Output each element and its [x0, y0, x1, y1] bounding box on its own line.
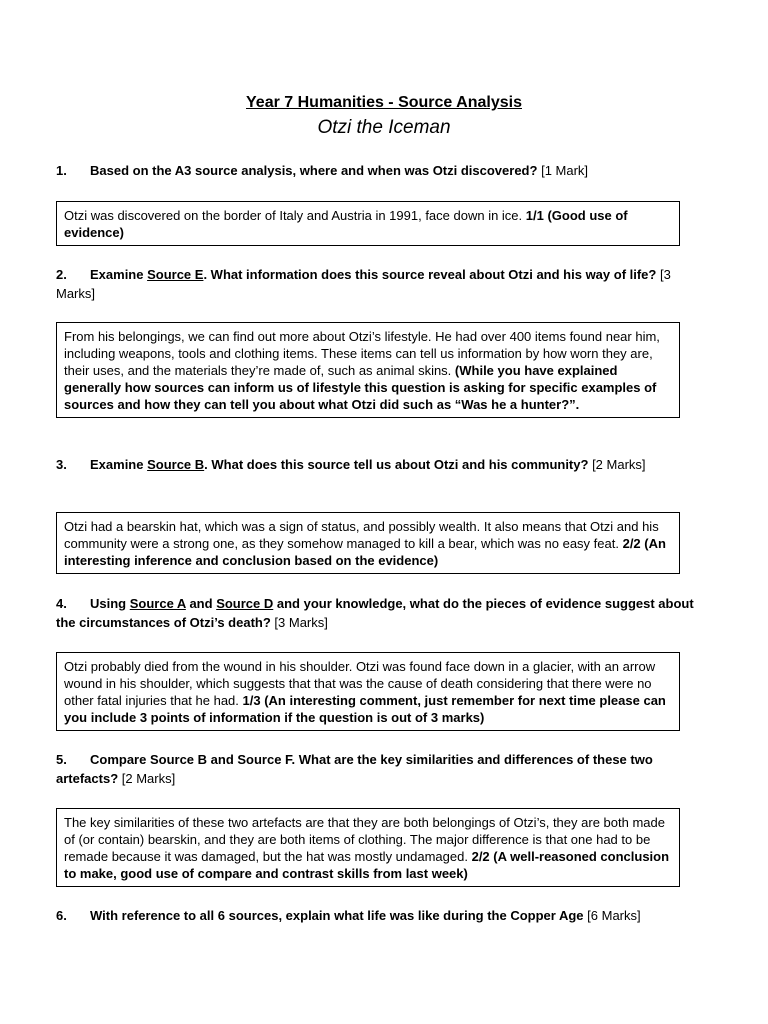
answer-text: Otzi probably died from the wound in his shoulder. Otzi was found face down in a glacier, with an arrow wound in his shoulder, which suggests that that was the cause of death considering that there were no other fatal injuries that he had.: [64, 659, 656, 708]
question-number: 4.: [56, 596, 67, 611]
teacher-feedback: 1/3 (An interesting comment, just remember for next time please can you include 3 points of information if the question is out of 3 marks): [64, 693, 666, 725]
answer-box-3: [56, 512, 680, 574]
page-title: Year 7 Humanities - Source Analysis: [246, 94, 522, 111]
source-reference: Source B: [147, 457, 205, 472]
answer-box-1: [56, 201, 680, 246]
question-3: [56, 455, 696, 474]
question-text: Based on the A3 source analysis, where and when was Otzi discovered?: [90, 163, 538, 178]
question-1: [56, 161, 696, 180]
answer-box-4: [56, 652, 680, 731]
question-text: [56, 596, 694, 630]
question-text-part: . What information does this source reveal about Otzi and his way of life?: [203, 267, 657, 282]
question-text-part: Examine: [90, 267, 148, 282]
answer-box-5: [56, 808, 680, 887]
question-text-part: Using: [90, 596, 130, 611]
question-text-part: and your knowledge, what do the pieces of evidence suggest about the circumstances of Otzi’s death?: [56, 596, 694, 630]
answer-text: The key similarities of these two artefacts are that they are both belongings of Otzi’s, they are both made of (or contain) bearskin, and they are both items of clothing. The major difference is that one had to be remade because it was damaged, but the hat was mostly undamaged.: [64, 815, 665, 864]
teacher-feedback: (While you have explained generally how sources can inform us of lifestyle this question is asking for specific examples of sources and how they can tell you about what Otzi did such as “Was he a hunter?”.: [64, 363, 657, 412]
question-2: [56, 265, 696, 303]
source-reference: Source A: [129, 596, 186, 611]
teacher-feedback: 2/2 (An interesting inference and conclusion based on the evidence): [64, 536, 666, 568]
answer-text: From his belongings, we can find out more about Otzi’s lifestyle. He had over 400 items found near him, including weapons, tools and clothing items. These items can tell us information by how worn they are, their uses, and the materials they’re made of, such as animal skins.: [64, 329, 660, 378]
source-reference: Source D: [216, 596, 274, 611]
answer-text: Otzi had a bearskin hat, which was a sign of status, and possibly wealth. It also means that Otzi and his community were a strong one, as they somehow managed to kill a bear, which was no easy feat.: [64, 519, 659, 551]
question-text: [90, 457, 588, 472]
page-subtitle: Otzi the Iceman: [317, 117, 451, 138]
question-number: 3.: [56, 457, 67, 472]
question-number: 1.: [56, 163, 67, 178]
question-text: With reference to all 6 sources, explain what life was like during the Copper Age: [90, 908, 584, 923]
question-text-part: and: [185, 596, 217, 611]
question-marks: [3 Marks]: [56, 267, 671, 301]
question-text-part: . What does this source tell us about Otzi and his community?: [204, 457, 589, 472]
question-number: 6.: [56, 908, 67, 923]
question-marks: [3 Marks]: [274, 615, 328, 630]
question-4: [56, 594, 696, 632]
question-5: [56, 750, 696, 788]
question-text: [90, 267, 656, 282]
question-marks: [2 Marks]: [121, 771, 176, 786]
question-text-part: Examine: [90, 457, 148, 472]
question-number: 2.: [56, 267, 67, 282]
answer-text: Otzi was discovered on the border of Italy and Austria in 1991, face down in ice.: [64, 208, 523, 223]
question-marks: [2 Marks]: [592, 457, 646, 472]
question-text: Compare Source B and Source F. What are the key similarities and differences of these two artefacts?: [56, 752, 653, 786]
question-number: 5.: [56, 752, 67, 767]
teacher-feedback: 1/1 (Good use of evidence): [64, 208, 628, 240]
question-6: [56, 906, 716, 925]
source-reference: Source E: [147, 267, 204, 282]
teacher-feedback: 2/2 (A well-reasoned conclusion to make, good use of compare and contrast skills from last week): [64, 849, 670, 881]
question-marks: [6 Marks]: [587, 908, 641, 923]
question-marks: [1 Mark]: [541, 163, 589, 178]
answer-box-2: [56, 322, 680, 418]
